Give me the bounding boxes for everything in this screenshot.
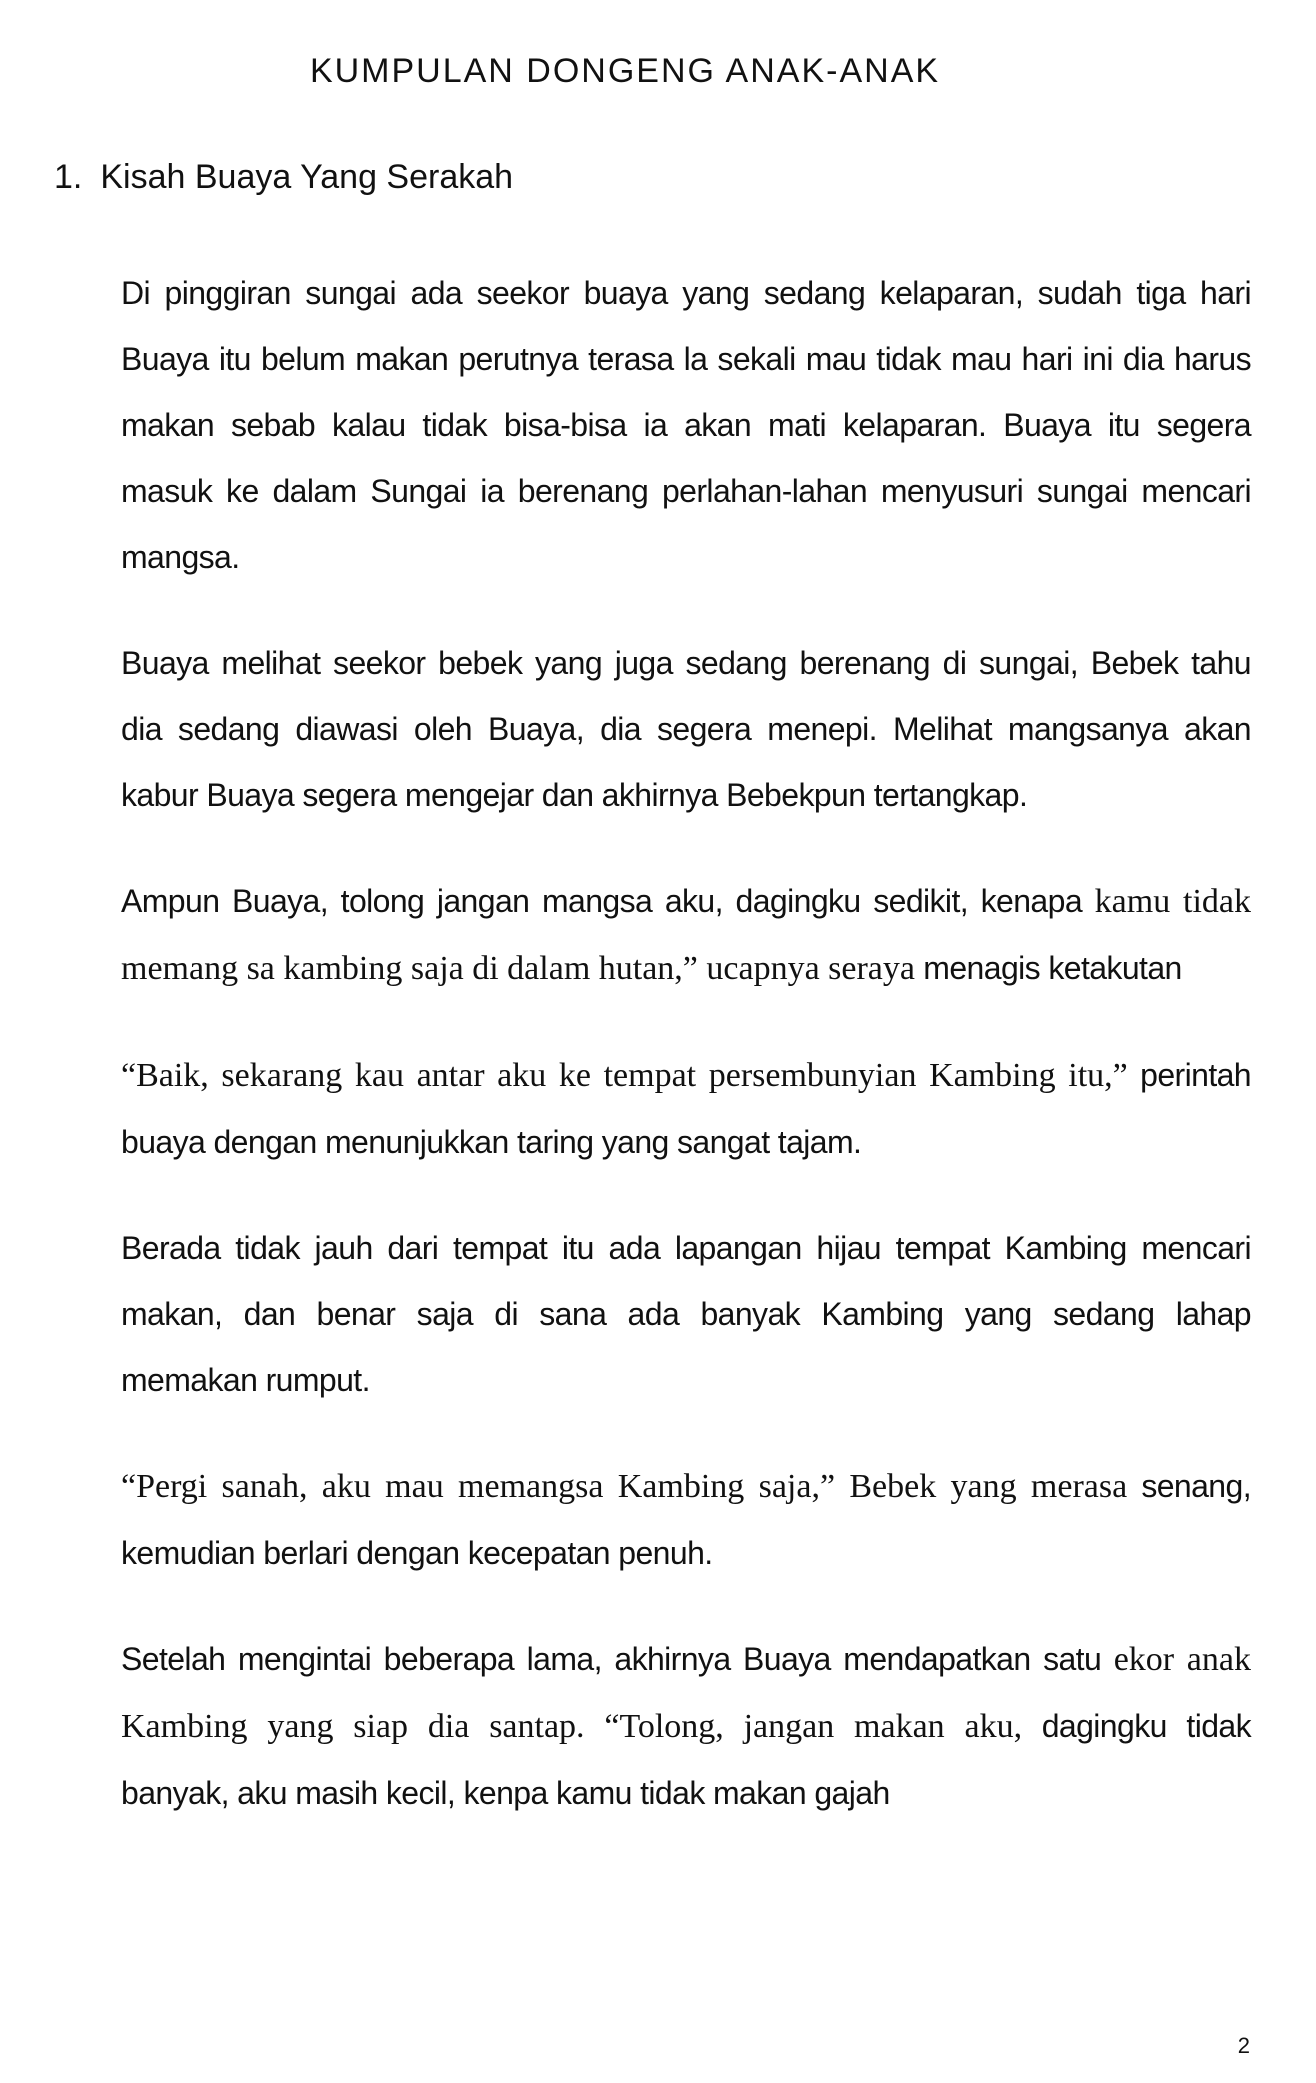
- paragraph-6: [121, 1453, 1251, 1586]
- paragraph-2: [121, 630, 1251, 828]
- paragraph-7-line-3: dagingku tidak banyak, aku masih kecil, kenpa kamu tidak makan gajah: [121, 1708, 1251, 1811]
- paragraph-7-line-2: ekor anak Kambing yang siap dia santap. “Tolong, jangan makan aku,: [121, 1641, 1251, 1745]
- paragraph-4: [121, 1042, 1251, 1175]
- story-body: [121, 260, 1251, 1866]
- story-heading-number: 1.: [54, 158, 83, 196]
- document-title: KUMPULAN DONGENG ANAK-ANAK: [309, 52, 941, 90]
- paragraph-5: [121, 1215, 1251, 1413]
- paragraph-2-text: Buaya melihat seekor bebek yang juga sedang berenang di sungai, Bebek tahu dia sedang diawasi oleh Buaya, dia segera menepi. Melihat mangsanya akan kabur Buaya segera mengejar dan akhirnya Bebekpun tertangkap.: [121, 645, 1251, 813]
- paragraph-3-line-3: menagis ketakutan: [923, 950, 1182, 986]
- paragraph-6-quote: “Pergi sanah, aku mau memangsa Kambing saja,” Bebek yang merasa: [121, 1468, 1128, 1505]
- page-number: 2: [1237, 2033, 1250, 2058]
- paragraph-3: [121, 868, 1251, 1002]
- paragraph-6-rest: senang, kemudian berlari dengan kecepatan penuh.: [121, 1468, 1251, 1571]
- story-heading-text: Kisah Buaya Yang Serakah: [100, 158, 514, 196]
- paragraph-5-text: Berada tidak jauh dari tempat itu ada lapangan hijau tempat Kambing mencari makan, dan benar saja di sana ada banyak Kambing yang sedang lahap memakan rumput.: [121, 1230, 1251, 1398]
- paragraph-3-line-1: Ampun Buaya, tolong jangan mangsa aku, dagingku sedikit, kenapa: [121, 883, 1083, 919]
- paragraph-4-quote: “Baik, sekarang kau antar aku ke tempat persembunyian Kambing itu,”: [121, 1057, 1128, 1094]
- paragraph-1: [121, 260, 1251, 590]
- paragraph-3-line-2: kamu tidak memang sa kambing saja di dalam hutan,” ucapnya seraya: [121, 883, 1252, 987]
- paragraph-7: [121, 1626, 1251, 1826]
- paragraph-1-text: Di pinggiran sungai ada seekor buaya yang sedang kelaparan, sudah tiga hari Buaya itu belum makan perutnya terasa la sekali mau tidak mau hari ini dia harus makan sebab kalau tidak bisa-bisa ia akan mati kelaparan. Buaya itu segera masuk ke dalam Sungai ia berenang perlahan-lahan menyusuri sungai mencari mangsa.: [121, 275, 1251, 575]
- paragraph-4-rest: perintah buaya dengan menunjukkan taring yang sangat tajam.: [121, 1057, 1251, 1160]
- paragraph-7-line-1: Setelah mengintai beberapa lama, akhirnya Buaya mendapatkan satu: [121, 1641, 1102, 1677]
- story-heading: [54, 158, 513, 197]
